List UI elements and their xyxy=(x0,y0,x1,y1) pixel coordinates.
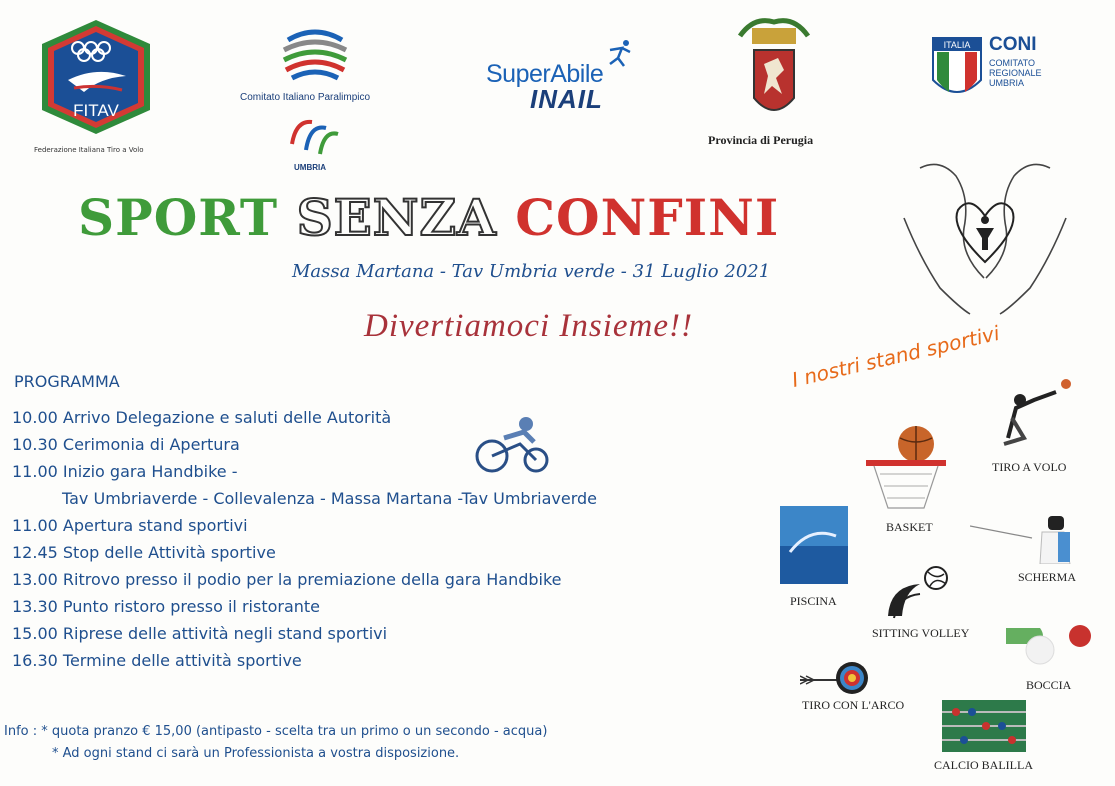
stand-label-boccia: BOCCIA xyxy=(1026,678,1072,692)
info-line-price: Info : * quota pranzo € 15,00 (antipasto - scelta tra un primo o un secondo - acqua) xyxy=(4,724,548,739)
stand-label-basket: BASKET xyxy=(886,520,933,534)
inail-logo-text: INAIL xyxy=(530,84,603,114)
event-motto: Divertiamoci Insieme!! xyxy=(364,308,693,344)
superabile-logo-text: SuperAbile xyxy=(486,60,604,88)
coni-badge-text: ITALIA xyxy=(943,40,971,50)
title-word-senza: SENZA xyxy=(296,188,497,247)
perugia-coat-of-arms xyxy=(734,14,814,130)
scherma-icon xyxy=(970,510,1076,564)
coni-sub-line: UMBRIA xyxy=(989,78,1025,88)
event-title xyxy=(78,188,779,247)
stand-label-piscina: PISCINA xyxy=(790,594,837,608)
stand-label-calcio-balilla: CALCIO BALILLA xyxy=(934,758,1033,772)
info-line-staff: * Ad ogni stand ci sarà un Professionista a vostra disposizione. xyxy=(52,746,460,761)
fitav-name: FITAV xyxy=(73,101,119,120)
paralympic-agitos-icon xyxy=(286,114,342,160)
piscina-icon xyxy=(780,506,848,584)
program-heading: PROGRAMMA xyxy=(14,372,120,391)
stand-label-tiro-con-l-arco: TIRO CON L'ARCO xyxy=(802,698,905,712)
program-item: 11.00 Apertura stand sportivi xyxy=(12,516,248,535)
stand-label-scherma: SCHERMA xyxy=(1018,570,1077,584)
event-subtitle: Massa Martana - Tav Umbria verde - 31 Luglio 2021 xyxy=(292,261,771,282)
handbike-icon xyxy=(474,414,554,474)
basket-icon xyxy=(860,424,952,512)
coni-title: CONI xyxy=(989,34,1037,55)
cip-region: UMBRIA xyxy=(294,163,326,172)
tiro-a-volo-icon xyxy=(994,378,1076,448)
running-figure-icon xyxy=(604,38,634,68)
program-item: Tav Umbriaverde - Collevalenza - Massa Martana -Tav Umbriaverde xyxy=(62,489,598,508)
stands-title: I nostri stand sportivi xyxy=(789,320,1002,392)
perugia-caption: Provincia di Perugia xyxy=(708,133,814,147)
program-item: 13.30 Punto ristoro presso il ristorante xyxy=(12,597,321,616)
program-item: 10.30 Cerimonia di Apertura xyxy=(12,435,240,454)
cip-caption: Comitato Italiano Paralimpico xyxy=(240,92,371,103)
boccia-icon xyxy=(1006,624,1096,670)
title-word-sport: SPORT xyxy=(78,188,279,247)
sitting-volley-icon xyxy=(884,566,952,622)
program-item: 13.00 Ritrovo presso il podio per la premiazione della gara Handbike xyxy=(12,570,562,589)
coni-sub-line: COMITATO xyxy=(989,58,1035,68)
program-item: 12.45 Stop delle Attività sportive xyxy=(12,543,276,562)
program-item: 11.00 Inizio gara Handbike - xyxy=(12,462,238,481)
fitav-logo xyxy=(38,18,154,136)
program-item: 10.00 Arrivo Delegazione e saluti delle Autorità xyxy=(12,408,392,427)
program-item: 16.30 Termine delle attività sportive xyxy=(12,651,302,670)
cip-globe-icon xyxy=(280,20,350,90)
stand-label-tiro-a-volo: TIRO A VOLO xyxy=(992,460,1067,474)
tiro-con-l-arco-icon xyxy=(800,660,868,696)
coni-italia-badge xyxy=(931,36,983,104)
fitav-caption: Federazione Italiana Tiro a Volo xyxy=(34,146,144,154)
coni-sub-line: REGIONALE xyxy=(989,68,1042,78)
heart-hands-icon xyxy=(900,158,1070,316)
title-word-confini: CONFINI xyxy=(515,188,780,247)
calcio-balilla-icon xyxy=(942,700,1026,752)
program-item: 15.00 Riprese delle attività negli stand sportivi xyxy=(12,624,388,643)
coni-subtitle xyxy=(989,58,1042,88)
stand-label-sitting-volley: SITTING VOLLEY xyxy=(872,626,970,640)
